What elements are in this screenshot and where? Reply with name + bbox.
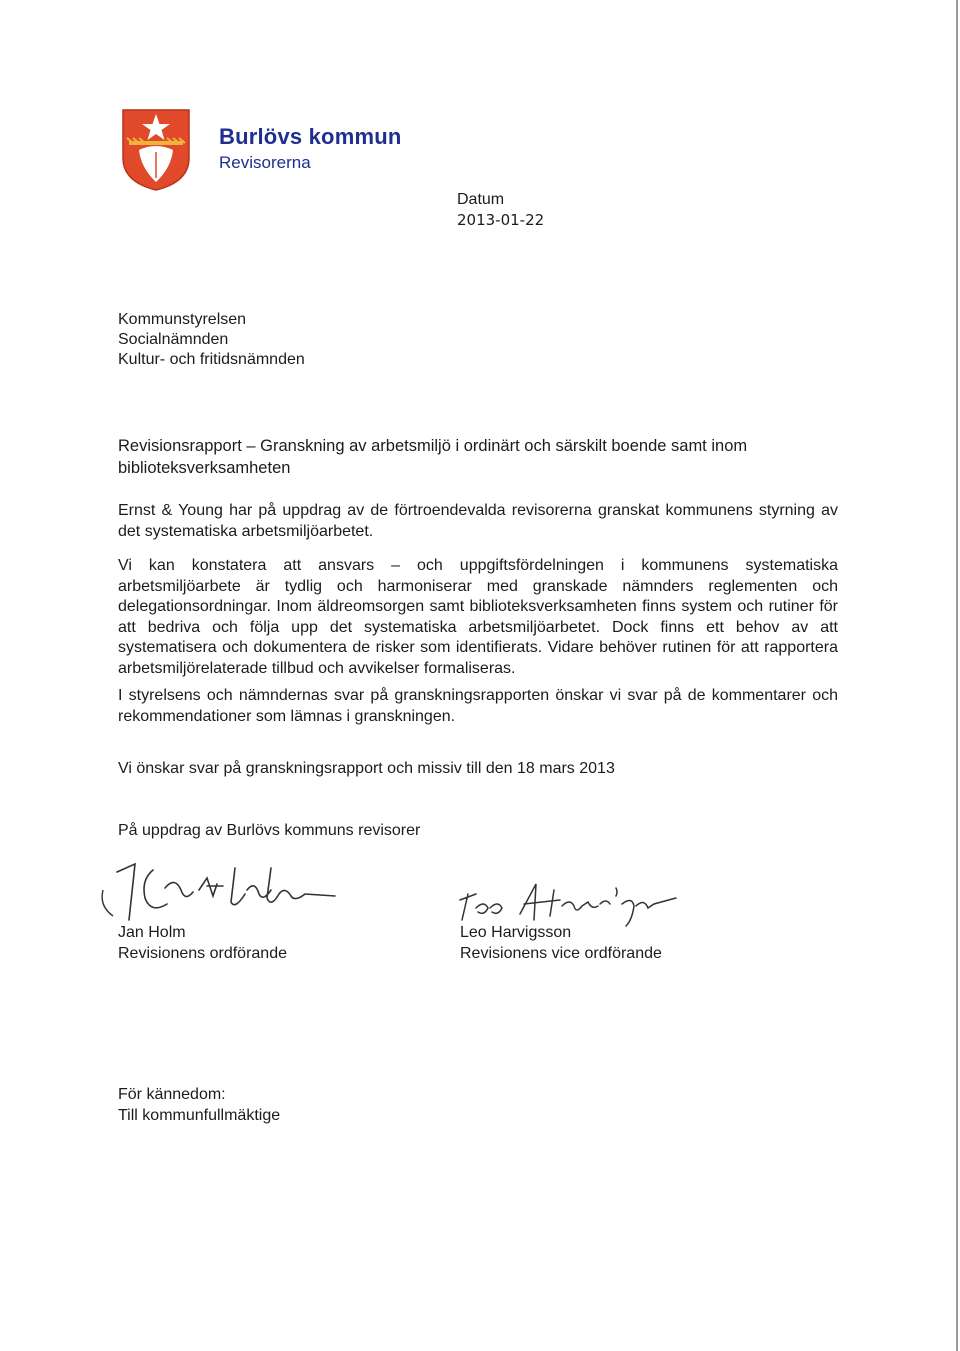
body-paragraph: I styrelsens och nämndernas svar på granskningsrapporten önskar vi svar på de kommentarer och rekommendationer som lämnas i granskningen. <box>118 687 838 725</box>
signatory-name: Jan Holm <box>118 924 186 941</box>
distribution-label: För kännedom: <box>118 1086 226 1103</box>
signatory-title: Revisionens vice ordförande <box>460 945 662 962</box>
signoff-line: På uppdrag av Burlövs kommuns revisorer <box>118 822 421 839</box>
signatory-name: Leo Harvigsson <box>460 924 572 941</box>
organization-name: Burlövs kommun <box>219 124 402 149</box>
burlov-coat-of-arms-icon <box>121 108 191 192</box>
recipients-block <box>118 310 305 370</box>
body-paragraph: Vi önskar svar på granskningsrapport och missiv till den 18 mars 2013 <box>118 760 615 777</box>
date-label: Datum <box>457 191 505 208</box>
recipient: Kultur- och fritidsnämnden <box>118 351 305 368</box>
recipient: Kommunstyrelsen <box>118 311 247 328</box>
body-paragraph: Vi kan konstatera att ansvars – och uppgiftsfördelningen i kommunens systematiska arbetsmiljöarbete är tydlig och harmoniserar med granskade nämnders reglementen och delegationsordningar. Inom äldreomsorgen samt biblioteksverksamheten finns system och rutiner för att bedriva och följa upp det systematiska arbetsmiljöarbetet. Dock finns ett behov av att systematisera och dokumentera de risker som identifierats. Vidare behöver rutinen för att rapportera arbetsmiljörelaterade tillbud och avvikelser formaliseras. <box>118 557 838 677</box>
signature-block-vice-chair <box>460 922 662 964</box>
scan-edge-divider <box>956 0 958 1351</box>
distribution-value: Till kommunfullmäktige <box>118 1107 281 1124</box>
subject-line: Revisionsrapport – Granskning av arbetsmiljö i ordinärt och särskilt boende samt inom biblioteksverksamheten <box>118 437 748 477</box>
distribution-note <box>118 1084 280 1126</box>
body-paragraph: Ernst & Young har på uppdrag av de förtroendevalda revisorerna granskat kommunens styrning av det systematiska arbetsmiljöarbetet. <box>118 502 838 540</box>
recipient: Socialnämnden <box>118 331 229 348</box>
signature-block-chair <box>118 922 287 964</box>
signatory-title: Revisionens ordförande <box>118 945 287 962</box>
organization-department: Revisorerna <box>219 153 311 172</box>
date-value: 2013-01-22 <box>457 211 545 229</box>
